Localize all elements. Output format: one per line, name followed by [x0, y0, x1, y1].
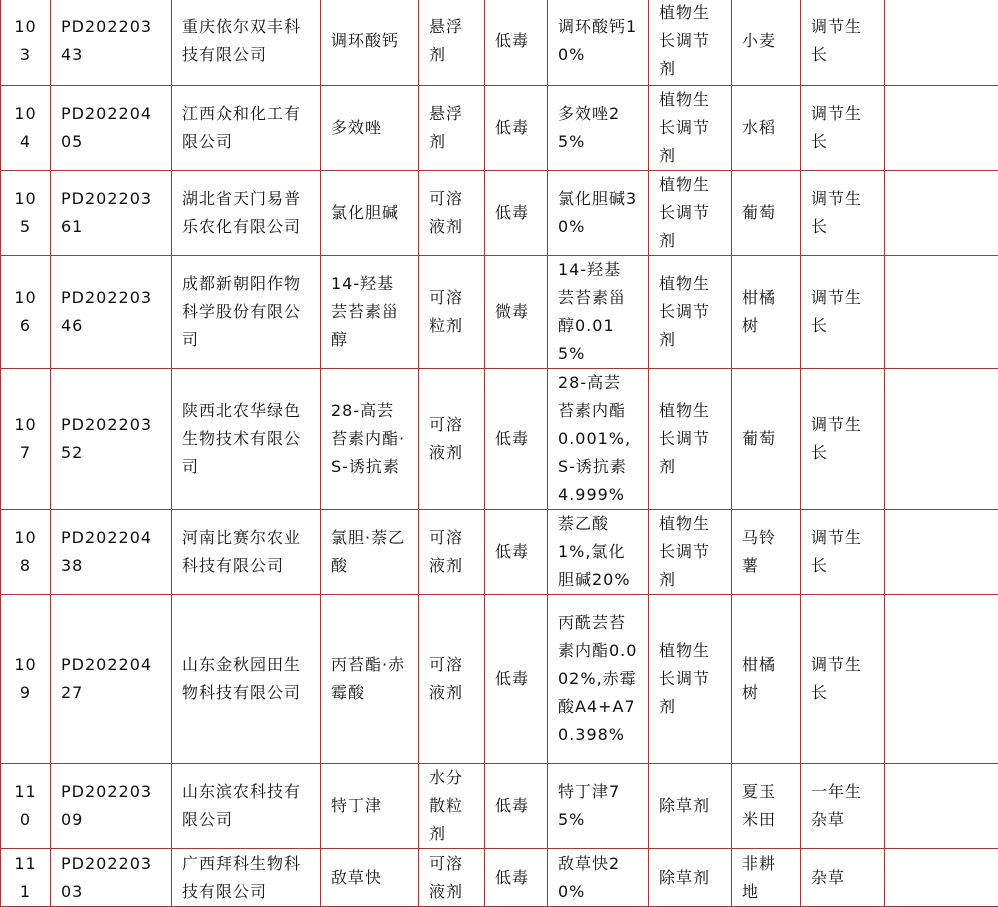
cell-company: 湖北省天门易普乐农化有限公司 — [172, 171, 321, 256]
table-body — [1, 0, 998, 907]
cell-form: 悬浮剂 — [419, 0, 485, 86]
cell-empty — [885, 0, 998, 86]
table-row — [1, 0, 998, 86]
cell-company: 成都新朝阳作物科学股份有限公司 — [172, 256, 321, 369]
cell-product: 14-羟基芸苔素甾醇 — [321, 256, 419, 369]
cell-form: 水分散粒剂 — [419, 764, 485, 849]
cell-target: 杂草 — [801, 849, 885, 907]
table-row — [1, 764, 998, 849]
cell-form: 可溶液剂 — [419, 510, 485, 595]
cell-code: PD20220427 — [51, 595, 172, 764]
cell-category: 植物生长调节剂 — [649, 595, 732, 764]
cell-empty — [885, 595, 998, 764]
cell-category: 植物生长调节剂 — [649, 86, 732, 171]
cell-category: 植物生长调节剂 — [649, 510, 732, 595]
cell-crop: 夏玉米田 — [732, 764, 801, 849]
cell-company: 重庆依尔双丰科技有限公司 — [172, 0, 321, 86]
cell-target: 调节生长 — [801, 369, 885, 510]
cell-category: 植物生长调节剂 — [649, 171, 732, 256]
cell-crop: 柑橘树 — [732, 256, 801, 369]
cell-form: 悬浮剂 — [419, 86, 485, 171]
cell-toxicity: 低毒 — [485, 595, 548, 764]
cell-toxicity: 微毒 — [485, 256, 548, 369]
cell-crop: 水稻 — [732, 86, 801, 171]
cell-code: PD20220343 — [51, 0, 172, 86]
cell-code: PD20220405 — [51, 86, 172, 171]
cell-code: PD20220346 — [51, 256, 172, 369]
cell-product: 敌草快 — [321, 849, 419, 907]
cell-code: PD20220352 — [51, 369, 172, 510]
cell-content: 萘乙酸1%,氯化胆碱20% — [548, 510, 649, 595]
table-row — [1, 256, 998, 369]
cell-product: 特丁津 — [321, 764, 419, 849]
cell-category: 植物生长调节剂 — [649, 256, 732, 369]
table-row — [1, 86, 998, 171]
table-row — [1, 510, 998, 595]
cell-content: 氯化胆碱30% — [548, 171, 649, 256]
cell-target: 调节生长 — [801, 256, 885, 369]
cell-company: 江西众和化工有限公司 — [172, 86, 321, 171]
cell-no: 109 — [1, 595, 51, 764]
cell-target: 调节生长 — [801, 595, 885, 764]
cell-code: PD20220309 — [51, 764, 172, 849]
cell-crop: 非耕地 — [732, 849, 801, 907]
cell-no: 107 — [1, 369, 51, 510]
cell-no: 104 — [1, 86, 51, 171]
cell-code: PD20220303 — [51, 849, 172, 907]
cell-company: 河南比赛尔农业科技有限公司 — [172, 510, 321, 595]
cell-product: 多效唑 — [321, 86, 419, 171]
cell-crop: 柑橘树 — [732, 595, 801, 764]
cell-toxicity: 低毒 — [485, 171, 548, 256]
table-row — [1, 369, 998, 510]
cell-no: 108 — [1, 510, 51, 595]
cell-content: 28-高芸苔素内酯0.001%,S-诱抗素4.999% — [548, 369, 649, 510]
table-row — [1, 595, 998, 764]
cell-target: 调节生长 — [801, 171, 885, 256]
cell-toxicity: 低毒 — [485, 510, 548, 595]
cell-category: 植物生长调节剂 — [649, 0, 732, 86]
table-row — [1, 171, 998, 256]
cell-product: 28-高芸苔素内酯·S-诱抗素 — [321, 369, 419, 510]
cell-no: 110 — [1, 764, 51, 849]
cell-content: 多效唑25% — [548, 86, 649, 171]
cell-content: 丙酰芸苔素内酯0.002%,赤霉酸A4+A70.398% — [548, 595, 649, 764]
cell-form: 可溶液剂 — [419, 595, 485, 764]
cell-form: 可溶液剂 — [419, 369, 485, 510]
cell-company: 陕西北农华绿色生物技术有限公司 — [172, 369, 321, 510]
cell-code: PD20220361 — [51, 171, 172, 256]
cell-crop: 小麦 — [732, 0, 801, 86]
cell-target: 一年生杂草 — [801, 764, 885, 849]
cell-company: 山东金秋园田生物科技有限公司 — [172, 595, 321, 764]
cell-content: 特丁津75% — [548, 764, 649, 849]
cell-product: 氯胆·萘乙酸 — [321, 510, 419, 595]
cell-form: 可溶液剂 — [419, 171, 485, 256]
cell-target: 调节生长 — [801, 86, 885, 171]
cell-toxicity: 低毒 — [485, 0, 548, 86]
cell-empty — [885, 510, 998, 595]
cell-toxicity: 低毒 — [485, 764, 548, 849]
cell-toxicity: 低毒 — [485, 849, 548, 907]
cell-empty — [885, 86, 998, 171]
cell-empty — [885, 369, 998, 510]
cell-crop: 葡萄 — [732, 369, 801, 510]
cell-no: 105 — [1, 171, 51, 256]
cell-empty — [885, 171, 998, 256]
cell-crop: 葡萄 — [732, 171, 801, 256]
cell-no: 103 — [1, 0, 51, 86]
cell-product: 丙苔酯·赤霉酸 — [321, 595, 419, 764]
cell-form: 可溶粒剂 — [419, 256, 485, 369]
cell-empty — [885, 764, 998, 849]
cell-content: 敌草快20% — [548, 849, 649, 907]
cell-product: 氯化胆碱 — [321, 171, 419, 256]
cell-content: 14-羟基芸苔素甾醇0.015% — [548, 256, 649, 369]
cell-target: 调节生长 — [801, 0, 885, 86]
cell-form: 可溶液剂 — [419, 849, 485, 907]
cell-content: 调环酸钙10% — [548, 0, 649, 86]
cell-product: 调环酸钙 — [321, 0, 419, 86]
cell-no: 106 — [1, 256, 51, 369]
cell-target: 调节生长 — [801, 510, 885, 595]
cell-crop: 马铃薯 — [732, 510, 801, 595]
cell-category: 除草剂 — [649, 849, 732, 907]
cell-no: 111 — [1, 849, 51, 907]
cell-category: 除草剂 — [649, 764, 732, 849]
cell-toxicity: 低毒 — [485, 369, 548, 510]
cell-toxicity: 低毒 — [485, 86, 548, 171]
cell-code: PD20220438 — [51, 510, 172, 595]
cell-empty — [885, 256, 998, 369]
cell-company: 广西拜科生物科技有限公司 — [172, 849, 321, 907]
cell-category: 植物生长调节剂 — [649, 369, 732, 510]
cell-company: 山东滨农科技有限公司 — [172, 764, 321, 849]
